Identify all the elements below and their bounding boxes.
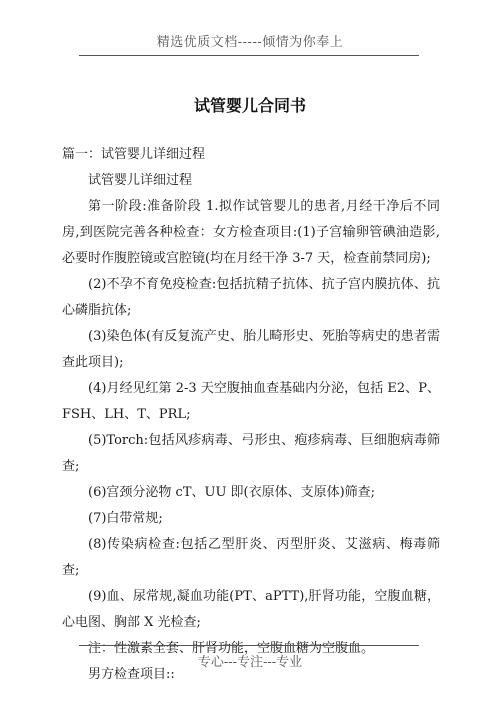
document-body xyxy=(62,142,440,688)
paragraph-item-5: (5)Torch:包括风疹病毒、弓形虫、疱疹病毒、巨细胞病毒筛查; xyxy=(62,433,440,474)
paragraph-note: 注：性激素全套、肝肾功能，空腹血糖为空腹血。 xyxy=(88,641,375,656)
paragraph-item-4: (4)月经见红第 2-3 天空腹抽血查基础内分泌，包括 E2、P、FSH、LH、T、PRL; xyxy=(62,381,440,422)
paragraph-item-8: (8)传染病检查:包括乙型肝炎、丙型肝炎、艾滋病、梅毒筛查; xyxy=(62,537,440,578)
footer-divider xyxy=(79,645,419,646)
document-title: 试管婴儿合同书 xyxy=(193,96,306,115)
paragraph-male-items: 男方检查项目:: xyxy=(88,667,175,682)
paragraph-item-7: (7)白带常规; xyxy=(88,511,163,526)
paragraph-item-2: (2)不孕不育免疫检查:包括抗精子抗体、抗子宫内膜抗体、抗心磷脂抗体; xyxy=(62,277,440,318)
paragraph-section-heading: 篇一：试管婴儿详细过程 xyxy=(62,147,206,162)
paragraph-stage-one: 第一阶段:准备阶段 1.拟作试管婴儿的患者,月经干净后不同房,到医院完善各种检查：女方检查项目:(1)子宫输卵管碘油造影,必要时作腹腔镜或宫腔镜(均在月经干净 3-7 天，检查前禁同房); xyxy=(62,199,440,266)
paragraph-item-9: (9)血、尿常规,凝血功能(PT、aPTT),肝肾功能，空腹血糖，心电图、胸部 X 光检查; xyxy=(62,589,440,630)
paragraph-item-3: (3)染色体(有反复流产史、胎儿畸形史、死胎等病史的患者需查此项目); xyxy=(62,329,440,370)
header-divider xyxy=(79,55,419,56)
page-header: 精选优质文档-----倾情为你奉上 xyxy=(156,35,344,50)
page-footer: 专心---专注---专业 xyxy=(197,655,303,670)
paragraph-subheading: 试管婴儿详细过程 xyxy=(88,173,193,188)
paragraph-item-6: (6)宫颈分泌物 cT、UU 即(衣原体、支原体)筛查; xyxy=(88,485,376,500)
